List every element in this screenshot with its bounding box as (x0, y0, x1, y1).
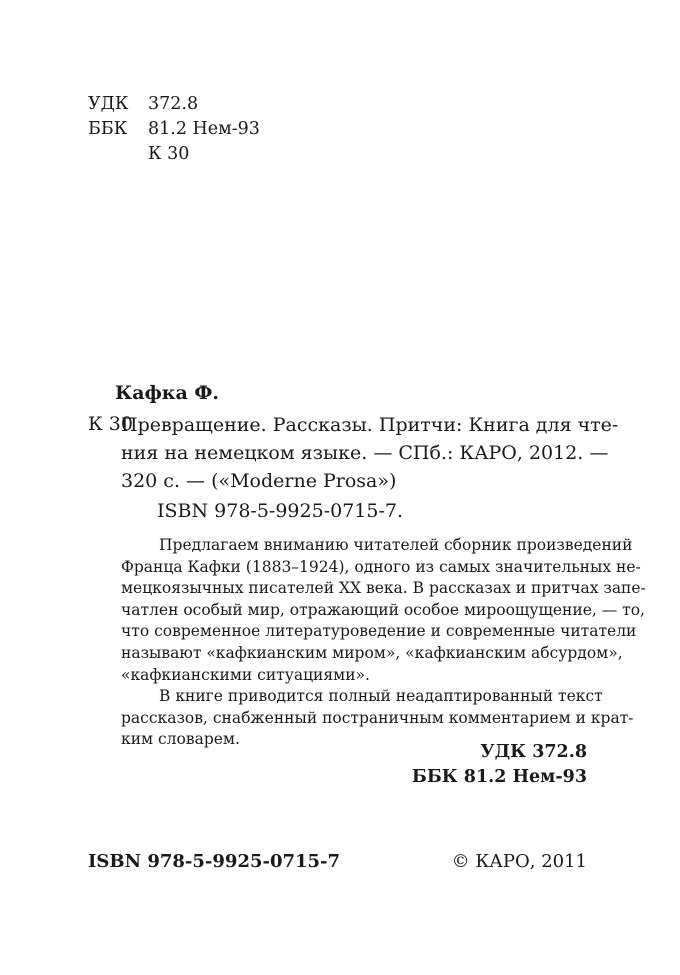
title-line: Превращение. Рассказы. Притчи: Книга для чте- (121, 414, 619, 436)
annotation-line: В книге приводится полный неадаптированный текст (159, 687, 603, 706)
annotation-line: «кафкианскими ситуациями». (121, 665, 370, 684)
udk-code: УДК 372.8 (480, 742, 587, 762)
annotation-line: Предлагаем вниманию читателей сборник произведений (159, 536, 633, 554)
title-line: ния на немецком языке. — СПб.: КАРО, 2012. — (121, 442, 609, 464)
udk-value: 372.8 (148, 94, 199, 114)
classification-codes (412, 740, 587, 790)
isbn-footer: ISBN 978-5-9925-0715-7 (88, 851, 341, 872)
author-mark-row (88, 142, 260, 167)
bbk-value: 81.2 Нем-93 (148, 119, 260, 139)
bibliographic-description (121, 411, 619, 495)
annotation-line: называют «кафкианским миром», «кафкианским абсурдом», (121, 643, 623, 662)
bbk-code: ББК 81.2 Нем-93 (411, 767, 587, 787)
annotation (121, 535, 646, 751)
title-line: 320 с. — («Moderne Prosa») (121, 470, 397, 492)
annotation-line: что современное литературоведение и современные читатели (121, 622, 637, 641)
udk-row (88, 92, 260, 117)
author-name: Кафка Ф. (115, 382, 220, 404)
classification-block (88, 92, 260, 167)
isbn-record: ISBN 978-5-9925-0715-7. (157, 500, 404, 522)
author-mark: К 30 (148, 144, 190, 164)
bbk-label: ББК (88, 119, 128, 139)
annotation-line: Франца Кафки (1883–1924), одного из самых значительных не- (121, 557, 641, 576)
annotation-line: мецкоязычных писателей XX века. В рассказах и притчах запе- (121, 579, 646, 598)
annotation-line: рассказов, снабженный постраничным комментарием и крат- (121, 708, 634, 727)
copyright: © КАРО, 2011 (451, 851, 587, 872)
annotation-line: чатлен особый мир, отражающий особое мироощущение, — то, (121, 600, 645, 619)
bbk-row (88, 117, 260, 142)
annotation-line: ким словарем. (121, 730, 240, 749)
udk-label: УДК (88, 94, 129, 114)
catalog-code: К 30 (88, 413, 133, 435)
